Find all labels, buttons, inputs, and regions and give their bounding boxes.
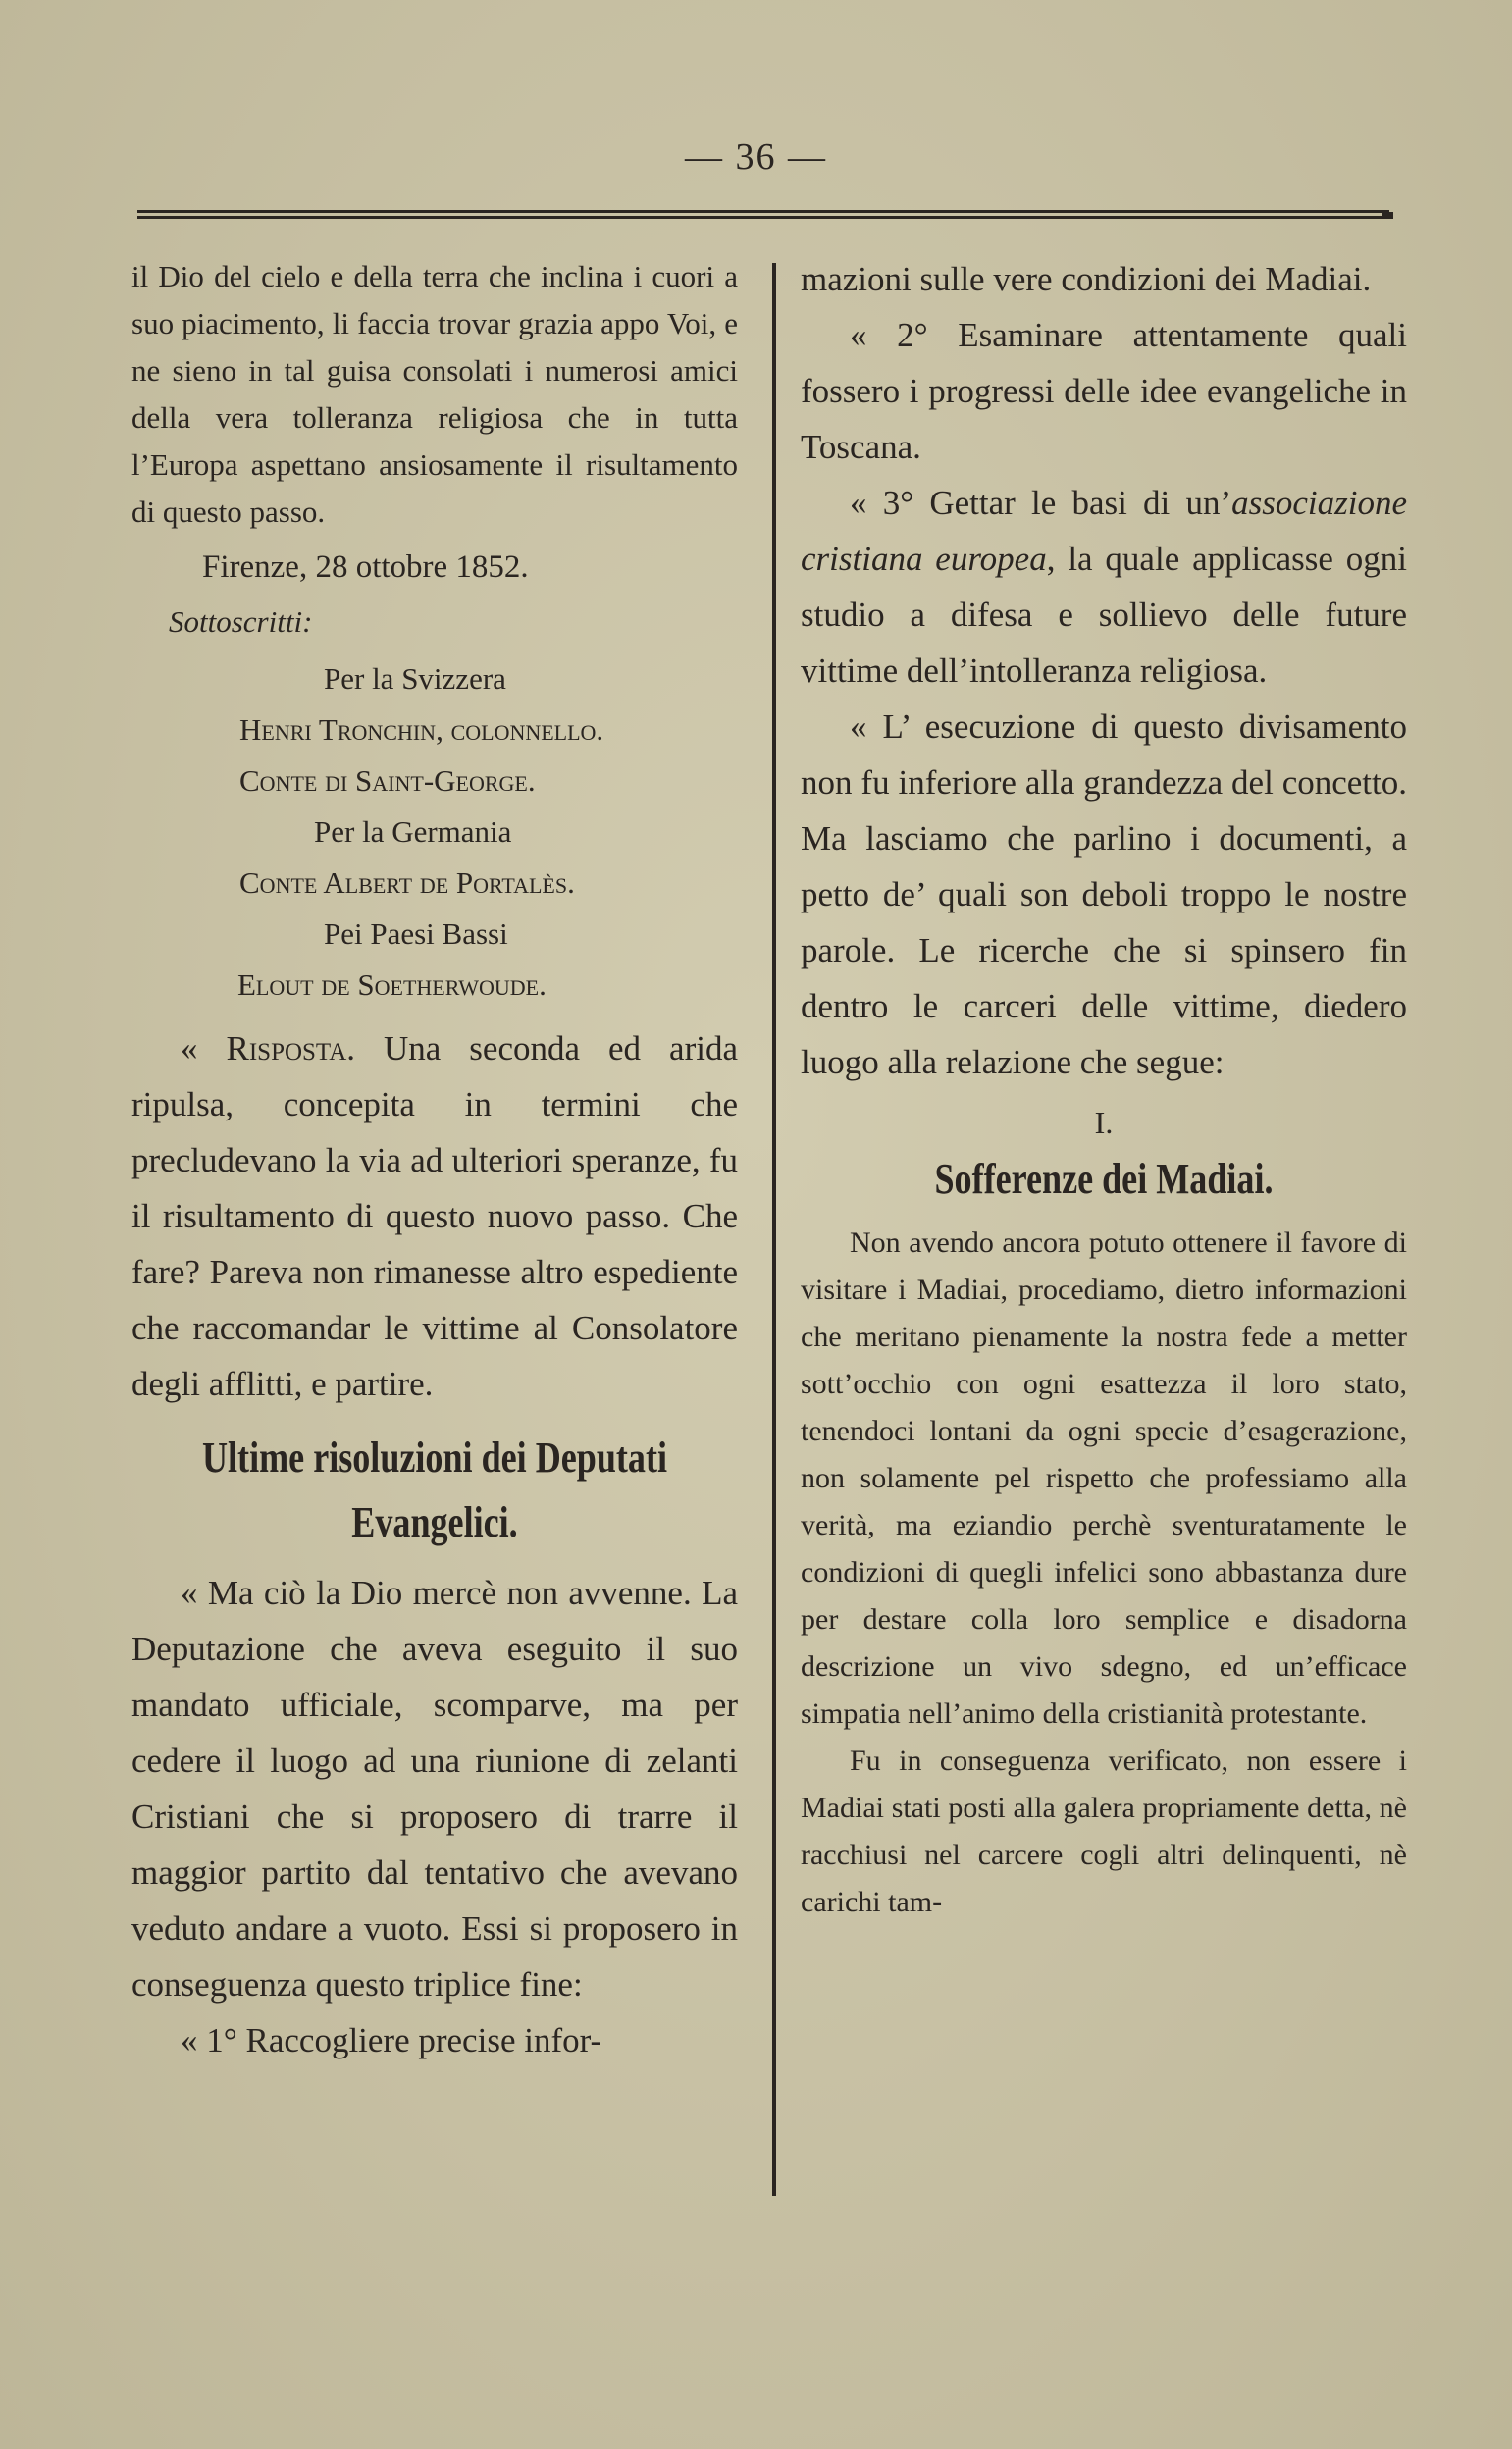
section-title-ultime-risoluzioni (186, 1426, 684, 1555)
signatory-tronchin: Henri Tronchin, colonnello. (239, 712, 604, 747)
column-divider (772, 263, 776, 2196)
signatory-elout: Elout de Soetherwoude. (237, 967, 547, 1002)
header-rule (137, 210, 1389, 219)
letter-date: Firenze, 28 ottobre 1852. (202, 549, 529, 585)
section-title-line-2: Evangelici. (351, 1498, 518, 1546)
paragraph-fu-verificato: Fu in conseguenza verificato, non essere i Madiai stati posti alla galera propriamente detta, nè racchiusi nel carcere cogli altri delinquenti, nè carichi tam- (801, 1745, 1407, 1918)
third-goal-emphasis: associazione cristiana europea (801, 484, 1407, 578)
paragraph-esecuzione: « L’ esecuzione di questo divisamento non fu inferiore alla grandezza del concetto. Ma lasciamo che parlino i documenti, a petto de’ quali son deboli troppo le nostre parole. Le ricerche che si spinsero fin dentro le carceri delle vittime, diedero luogo alla relazione che segue: (801, 707, 1407, 1081)
section-title-line-1: Ultime risoluzioni dei Deputati (201, 1433, 668, 1482)
paragraph-non-avendo: Non avendo ancora potuto ottenere il favore di visitare i Madiai, procediamo, dietro informazioni che meritano pienamente la nostra fede a metter sott’occhio con ogni esattezza il loro stato, tenendoci lontani da ogni specie d’esagerazione, non solamente pel rispetto che professiamo alla verità, ma eziandio perchè sventuratamente le condizioni di quegli infelici sono abbastanza dure per destare colla loro semplice e disadorna descrizione un vivo sdegno, ed un’efficace simpatia nell’animo della cristianità protestante. (801, 1226, 1407, 1730)
paragraph-continued: mazioni sulle vere condizioni dei Madiai. (801, 260, 1372, 298)
paragraph-closing-letter: il Dio del cielo e della terra che inclina i cuori a suo piacimento, li faccia trovar grazia appo Voi, e ne sieno in tal guisa consolati i numerosi amici della vera tolleranza religiosa che in tutta l’Europa aspettano ansiosamente il risultamento di questo passo. (131, 259, 738, 529)
signatory-portales: Conte Albert de Portalès. (239, 865, 575, 900)
risposta-text: Una seconda ed arida ripulsa, concepita in termini che precludevano la via ad ulteriori speranze, fu il risultamento di questo nuovo passo. Che fare? Pareva non rimanesse altro espediente che raccomandar le vittime al Consolatore degli afflitti, e partire. (131, 1029, 738, 1403)
section-title-sofferenze: Sofferenze dei Madiai. (934, 1155, 1274, 1203)
paragraph-ma-cio: « Ma ciò la Dio mercè non avvenne. La Deputazione che aveva eseguito il suo mandato ufficiale, scomparve, ma per cedere il luogo ad una riunione di zelanti Cristiani che si proposero di trarre il maggior partito dal tentativo che avevano veduto andare a vuoto. Essi si proposero in conseguenza questo triplice fine: (131, 1574, 738, 2004)
page-number: — 36 — (685, 136, 827, 178)
signatory-country-germany: Per la Germania (314, 814, 512, 849)
third-goal-text-b: , la quale applicasse ogni studio a difesa e sollievo delle future vittime dell’intolleranza religiosa. (801, 540, 1407, 690)
paragraph-first-goal: « 1° Raccogliere precise infor- (181, 2021, 602, 2059)
right-column (801, 251, 1407, 1926)
paragraph-risposta (131, 1020, 738, 1412)
third-goal-text-a: « 3° Gettar le basi di un’ (850, 484, 1232, 522)
signatory-country-switzerland: Per la Svizzera (324, 661, 506, 696)
left-column (131, 251, 738, 2068)
paragraph-second-goal: « 2° Esaminare attentamente quali fossero i progressi delle idee evangeliche in Toscana. (801, 316, 1407, 466)
risposta-label: « Risposta. (181, 1029, 355, 1068)
section-number: I. (1094, 1105, 1114, 1140)
signatory-country-netherlands: Pei Paesi Bassi (324, 916, 508, 951)
signatory-saint-george: Conte di Saint-George. (239, 763, 536, 798)
paragraph-third-goal (801, 475, 1407, 699)
signatories-label: Sottoscritti: (169, 604, 313, 639)
